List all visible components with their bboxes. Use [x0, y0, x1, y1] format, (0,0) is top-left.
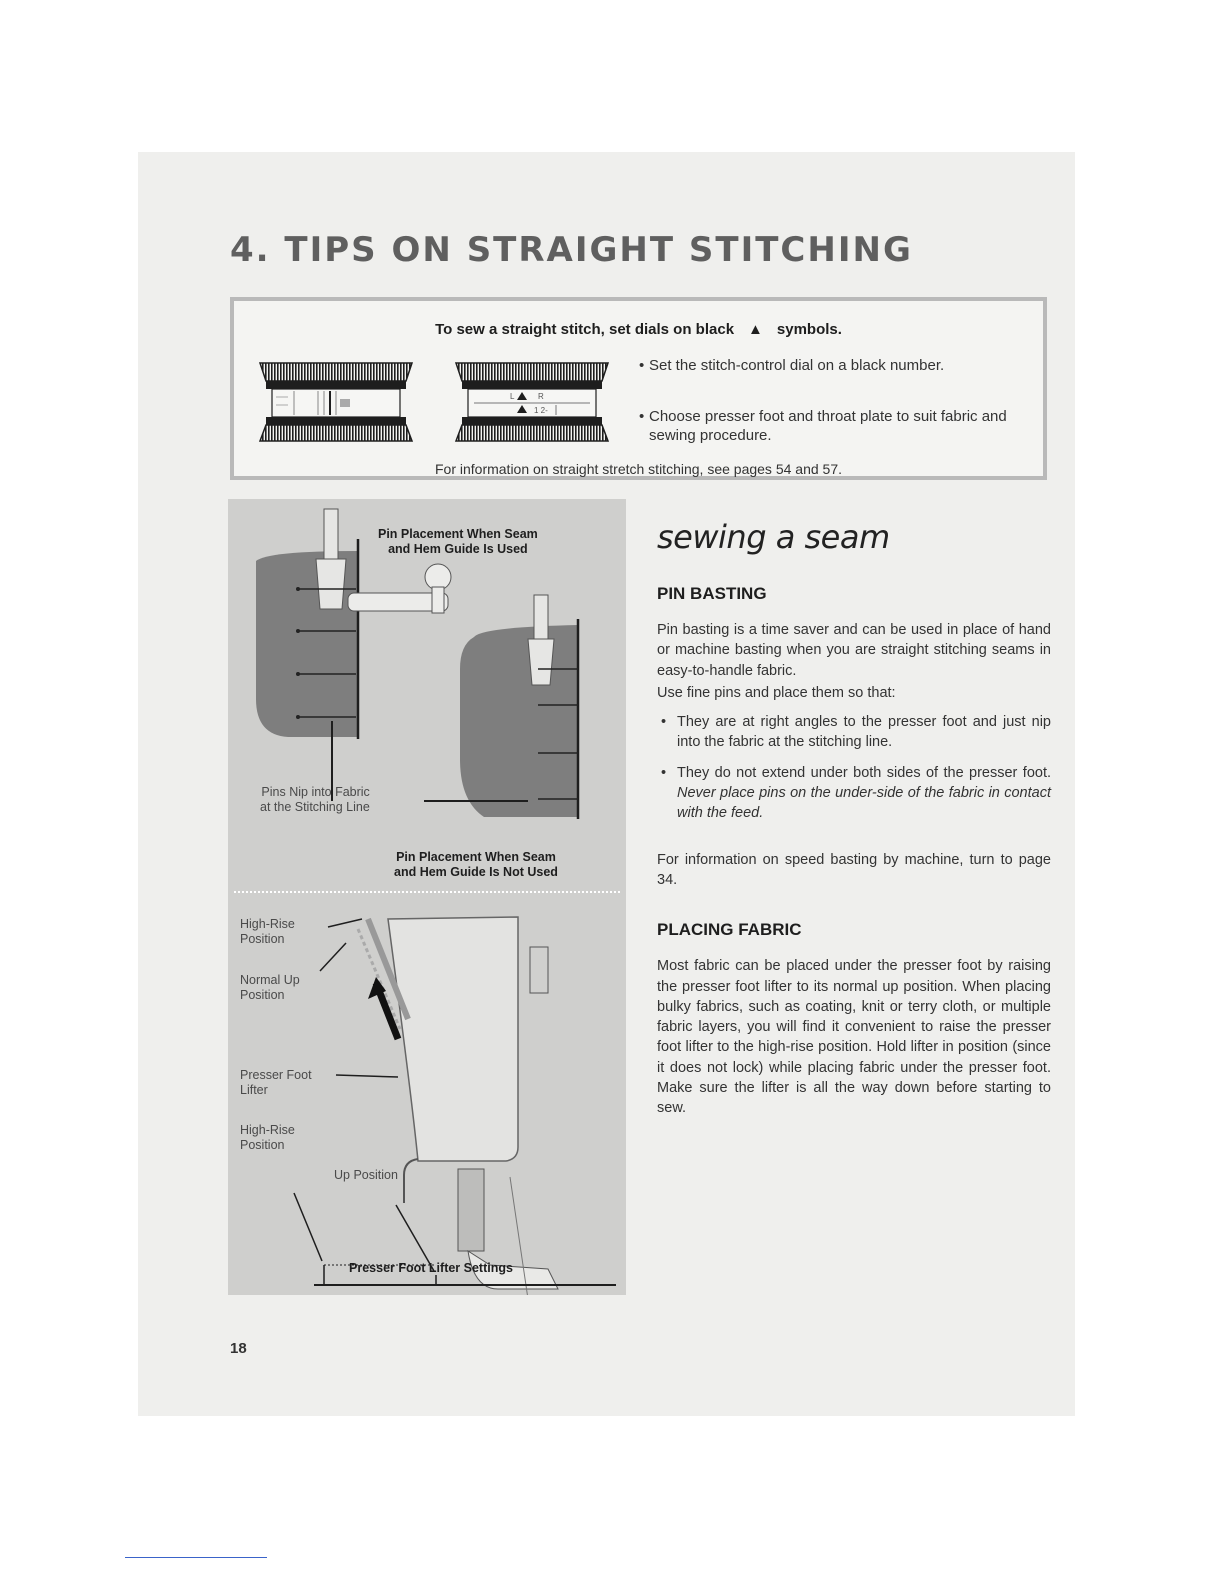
label-high-rise-2: High-Rise Position — [240, 1123, 295, 1152]
placing-fabric-body: Most fabric can be placed under the presser foot by raising the presser foot lifter to its normal up position. When placing bulky fabrics, such as coating, knit or terry cloth, or multiple fabric layers, you will find it convenient to raise the presser foot lifter to the high-rise position. Hold lifter in position (since it does not lock) while placing fabric under the presser foot. Make sure the lifter is all the way down before starting to sew. — [657, 958, 1051, 1117]
black-triangle-icon: ▲ — [748, 321, 763, 338]
label-presser-lifter: Presser Foot Lifter — [240, 1068, 312, 1097]
manual-page — [138, 152, 1075, 1416]
pin-placement-illustration — [228, 499, 626, 1295]
dial-settings-box — [230, 297, 1047, 480]
text-column — [657, 514, 1051, 1119]
label-pins-nip: Pins Nip into Fabric at the Stitching Line — [260, 785, 370, 814]
page-number: 18 — [230, 1340, 247, 1357]
dial-instruction-heading: To sew a straight stitch, set dials on black ▲ symbols. — [435, 321, 842, 338]
stretch-stitch-reference: For information on straight stretch stitching, see pages 54 and 57. — [434, 461, 842, 477]
label-normal-up: Normal Up Position — [240, 973, 300, 1002]
panel-divider — [234, 891, 620, 893]
label-seam-guide-not-used: Pin Placement When Seam and Hem Guide Is Not Used — [394, 850, 558, 879]
list-item: • They are at right angles to the presser foot and just nip into the fabric at the stitching line. — [657, 712, 1051, 753]
pin-basting-heading: PIN BASTING — [657, 584, 767, 603]
list-item: • They do not extend under both sides of the presser foot. Never place pins on the under-side of the fabric in contact with the feed. — [657, 763, 1051, 824]
illustration-panel — [228, 499, 626, 1295]
label-up-position: Up Position — [334, 1168, 398, 1182]
stitch-width-dial-image — [452, 361, 612, 443]
section-title: sewing a seam — [657, 518, 890, 556]
stitch-length-dial-image — [256, 361, 416, 443]
dial-mark-left: L — [510, 392, 515, 401]
label-high-rise-1: High-Rise Position — [240, 917, 295, 946]
pin-basting-lead: Use fine pins and place them so that: — [657, 684, 896, 701]
dial-mark-numbers: 1 2- — [534, 406, 548, 415]
footer-rule — [125, 1557, 267, 1558]
page-title: 4. TIPS ON STRAIGHT STITCHING — [230, 230, 913, 270]
label-seam-guide-used: Pin Placement When Seam and Hem Guide Is Used — [378, 527, 538, 556]
dial-mark-right: R — [538, 392, 544, 401]
speed-basting-note: For information on speed basting by machine, turn to page 34. — [657, 851, 1051, 888]
pin-basting-intro: Pin basting is a time saver and can be used in place of hand or machine basting when you are straight stitching seams in easy-to-handle fabric. — [657, 622, 1051, 679]
figure-caption: Presser Foot Lifter Settings — [349, 1261, 513, 1275]
dial-bullet-2: • Choose presser foot and throat plate to suit fabric and sewing procedure. — [639, 408, 1007, 444]
pin-basting-list — [657, 712, 1051, 823]
dial-bullet-1: • Set the stitch-control dial on a black number. — [639, 357, 945, 374]
placing-fabric-heading: PLACING FABRIC — [657, 920, 802, 940]
